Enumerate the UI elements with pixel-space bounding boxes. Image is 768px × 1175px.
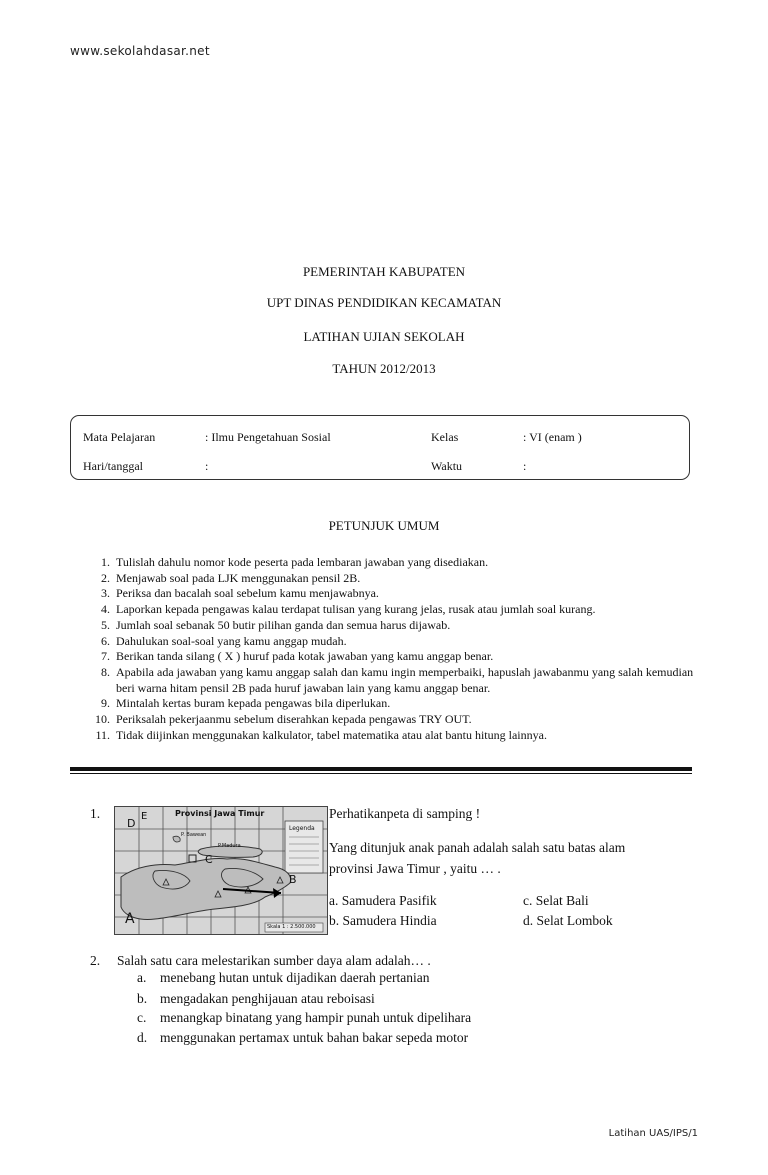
instruction-item: 8. Apabila ada jawaban yang kamu anggap salah dan kamu ingin memperbaiki, hapuslah jawabanmu yang salah kemudian beri warna hitam pensil 2B pada huruf jawaban lain yang kamu anggap benar.	[101, 664, 694, 695]
question-2-text: Salah satu cara melestarikan sumber daya alam adalah… .	[117, 953, 431, 968]
question-1-option-a: a. Samudera Pasifik	[329, 893, 437, 908]
date-label: Hari/tanggal	[83, 459, 143, 473]
question-1-option-d: d. Selat Lombok	[523, 913, 613, 928]
question-1-text-line-1: Yang ditunjuk anak panah adalah salah satu batas alam	[329, 840, 626, 855]
question-1-prompt: Perhatikanpeta di samping !	[329, 806, 481, 821]
map-bawean-label: P. Bawean	[181, 832, 207, 838]
instructions-list	[88, 555, 698, 743]
question-2-number: 2.	[90, 953, 101, 968]
question-2-option-letter: b.	[137, 991, 148, 1006]
exam-info-box	[70, 415, 690, 480]
site-url: www.sekolahdasar.net	[70, 44, 210, 58]
question-2-option-text: mengadakan penghijauan atau reboisasi	[160, 991, 375, 1006]
header-line-4: TAHUN 2012/2013	[332, 361, 436, 376]
instruction-item: 6. Dahulukan soal-soal yang kamu anggap mudah.	[101, 633, 347, 648]
map-letter-d: D	[127, 817, 136, 830]
east-java-map	[114, 806, 328, 935]
question-1-number: 1.	[90, 806, 101, 821]
instruction-item: 10. Periksalah pekerjaanmu sebelum diserahkan kepada pengawas TRY OUT.	[95, 712, 472, 727]
question-2-option-letter: d.	[137, 1030, 148, 1045]
instruction-item: 3. Periksa dan bacalah soal sebelum kamu menjawabnya.	[101, 586, 379, 601]
question-2-option-text: menangkap binatang yang hampir punah untuk dipelihara	[160, 1010, 472, 1025]
map-legend: Legenda	[289, 825, 315, 832]
instruction-item: 7. Berikan tanda silang ( X ) huruf pada kotak jawaban yang kamu anggap benar.	[101, 649, 494, 664]
instruction-item: 9. Mintalah kertas buram kepada pengawas bila diperlukan.	[101, 696, 391, 711]
subject-label: Mata Pelajaran	[83, 430, 156, 444]
question-2-option-text: menggunakan pertamax untuk bahan bakar sepeda motor	[160, 1030, 469, 1045]
header-line-1: PEMERINTAH KABUPATEN	[302, 264, 466, 279]
instructions-title: PETUNJUK UMUM	[328, 518, 440, 533]
date-value: :	[205, 459, 209, 473]
map-madura-label: P.Madura	[218, 843, 241, 849]
map-letter-a: A	[125, 911, 135, 927]
map-scale: Skala 1 : 2.500.000	[267, 924, 316, 930]
instruction-item: 11. Tidak diijinkan menggunakan kalkulator, tabel matematika atau alat bantu hitung lainnya.	[95, 727, 547, 742]
map-letter-b: B	[289, 873, 297, 886]
time-label: Waktu	[431, 459, 463, 473]
question-2-option-text: menebang hutan untuk dijadikan daerah pertanian	[160, 970, 430, 985]
instruction-item: 4. Laporkan kepada pengawas kalau terdapat tulisan yang kurang jelas, rusak atau jumlah soal kurang.	[101, 602, 596, 617]
class-value: : VI (enam )	[523, 430, 582, 444]
time-value: :	[523, 459, 527, 473]
header-line-2: UPT DINAS PENDIDIKAN KECAMATAN	[266, 295, 502, 310]
map-title: Provinsi Jawa Timur	[175, 809, 265, 818]
question-1-option-b: b. Samudera Hindia	[329, 913, 437, 928]
map-letter-e: E	[141, 811, 148, 822]
instruction-item: 5. Jumlah soal sebanak 50 butir pilihan ganda dan semua harus dijawab.	[101, 617, 451, 632]
class-label: Kelas	[431, 430, 459, 444]
instruction-item: 1. Tulislah dahulu nomor kode peserta pada lembaran jawaban yang disediakan.	[101, 555, 489, 569]
subject-value: : Ilmu Pengetahuan Sosial	[205, 430, 331, 444]
instruction-item: 2. Menjawab soal pada LJK menggunakan pensil 2B.	[101, 570, 361, 585]
header-line-3: LATIHAN UJIAN SEKOLAH	[303, 329, 465, 344]
section-divider-thin	[70, 773, 692, 774]
question-2-option-letter: c.	[137, 1010, 147, 1025]
section-divider-thick	[70, 767, 692, 771]
question-1-option-c: c. Selat Bali	[523, 893, 589, 908]
question-2-option-letter: a.	[137, 970, 147, 985]
map-letter-c: C	[205, 853, 213, 866]
page-footer: Latihan UAS/IPS/1	[608, 1128, 698, 1139]
question-1-text-line-2: provinsi Jawa Timur , yaitu … .	[329, 861, 501, 876]
